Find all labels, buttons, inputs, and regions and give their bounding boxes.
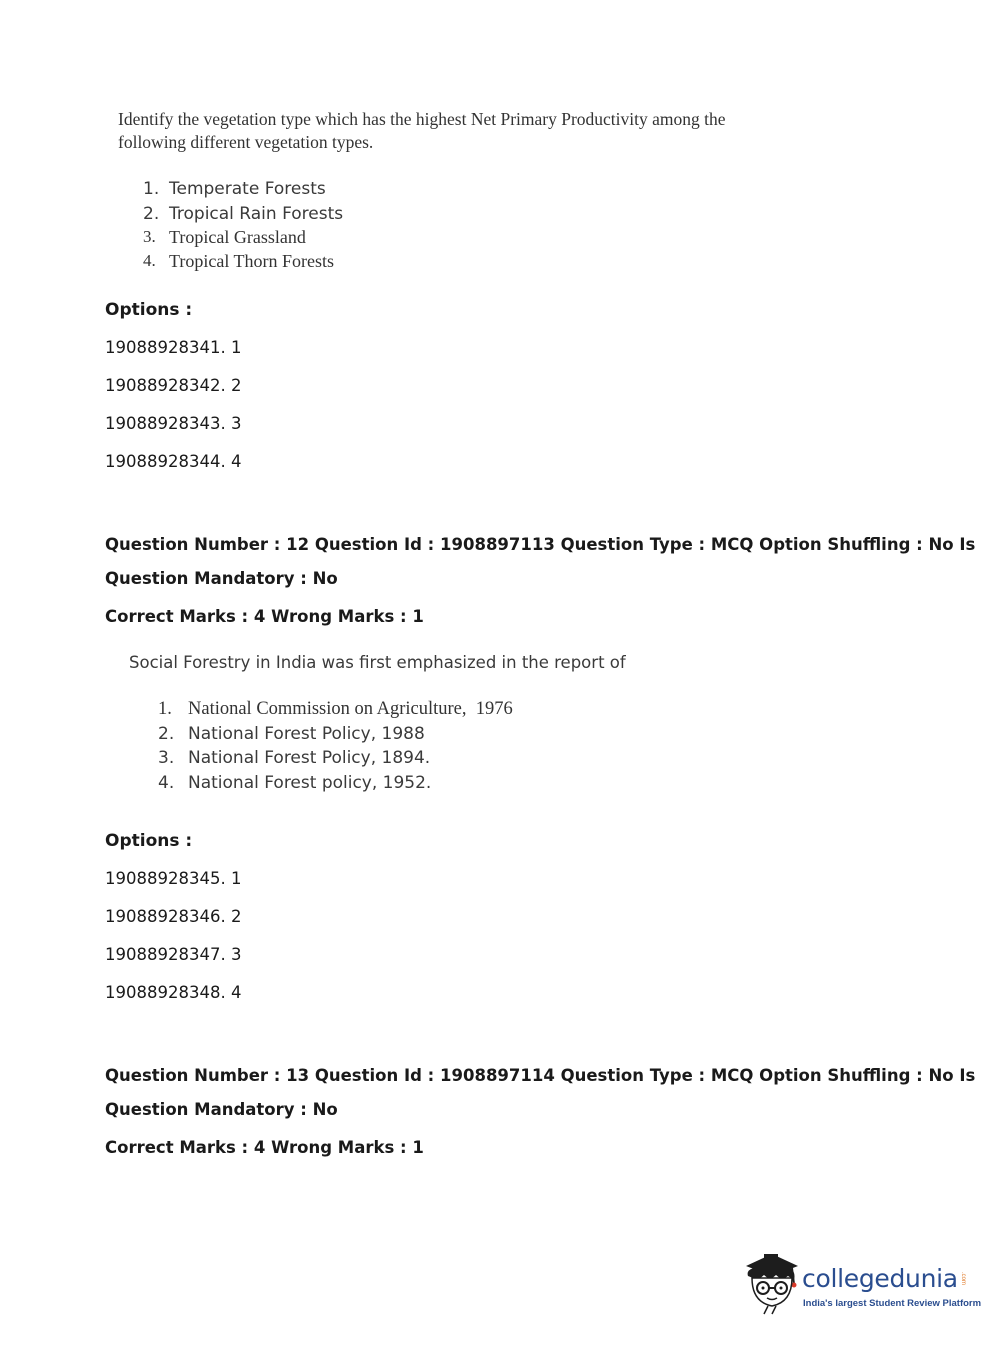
q11-option: 19088928344. 4	[105, 452, 242, 471]
choice-number: 3.	[158, 748, 175, 768]
q12-option: 19088928345. 1	[105, 869, 242, 888]
student-mascot-icon	[742, 1250, 800, 1316]
logo-tagline: India's largest Student Review Platform	[803, 1298, 982, 1309]
q11-text-line1: Identify the vegetation type which has the highest Net Primary Productivity among the	[118, 109, 726, 129]
q12-meta-line2: Question Mandatory : No	[105, 569, 338, 588]
q12-choice-list	[158, 699, 578, 799]
choice-text: Tropical Grassland	[169, 227, 306, 247]
q12-marks: Correct Marks : 4 Wrong Marks : 1	[105, 607, 424, 626]
choice-text: National Commission on Agriculture, 1976	[188, 699, 513, 719]
q13-meta-line1: Question Number : 13 Question Id : 1908897114 Question Type : MCQ Option Shuffling : No Is	[105, 1066, 976, 1085]
choice-text: Tropical Thorn Forests	[169, 251, 335, 271]
logo-com-suffix: .com	[960, 1272, 966, 1286]
choice-number: 1.	[143, 179, 160, 199]
q11-question-text	[118, 108, 758, 154]
choice-number: 3.	[143, 227, 156, 246]
choice-number: 2.	[158, 724, 175, 744]
q12-options-label: Options :	[105, 831, 193, 851]
choice-number: 4.	[143, 251, 156, 270]
q12-question-text: Social Forestry in India was first emphasized in the report of	[129, 653, 626, 672]
q13-meta-line2: Question Mandatory : No	[105, 1100, 338, 1119]
q11-option: 19088928343. 3	[105, 414, 242, 433]
choice-number: 4.	[158, 773, 175, 793]
q13-marks: Correct Marks : 4 Wrong Marks : 1	[105, 1138, 424, 1157]
q12-option: 19088928347. 3	[105, 945, 242, 964]
q11-choice-list	[143, 179, 443, 279]
q11-option: 19088928342. 2	[105, 376, 242, 395]
q12-meta-line1: Question Number : 12 Question Id : 1908897113 Question Type : MCQ Option Shuffling : No Is	[105, 535, 976, 554]
q11-options-label: Options :	[105, 300, 193, 320]
q12-option: 19088928346. 2	[105, 907, 242, 926]
collegedunia-logo	[742, 1250, 982, 1320]
choice-text: National Forest Policy, 1988	[188, 724, 425, 744]
choice-text: National Forest policy, 1952.	[188, 773, 432, 793]
q11-option: 19088928341. 1	[105, 338, 242, 357]
q11-text-line2: following different vegetation types.	[118, 132, 374, 152]
choice-number: 1.	[158, 699, 172, 719]
choice-text: Temperate Forests	[169, 179, 326, 199]
q12-option: 19088928348. 4	[105, 983, 242, 1002]
choice-number: 2.	[143, 204, 160, 224]
logo-brand-text: collegedunia	[802, 1264, 958, 1293]
choice-text: Tropical Rain Forests	[169, 204, 344, 224]
choice-text: National Forest Policy, 1894.	[188, 748, 431, 768]
